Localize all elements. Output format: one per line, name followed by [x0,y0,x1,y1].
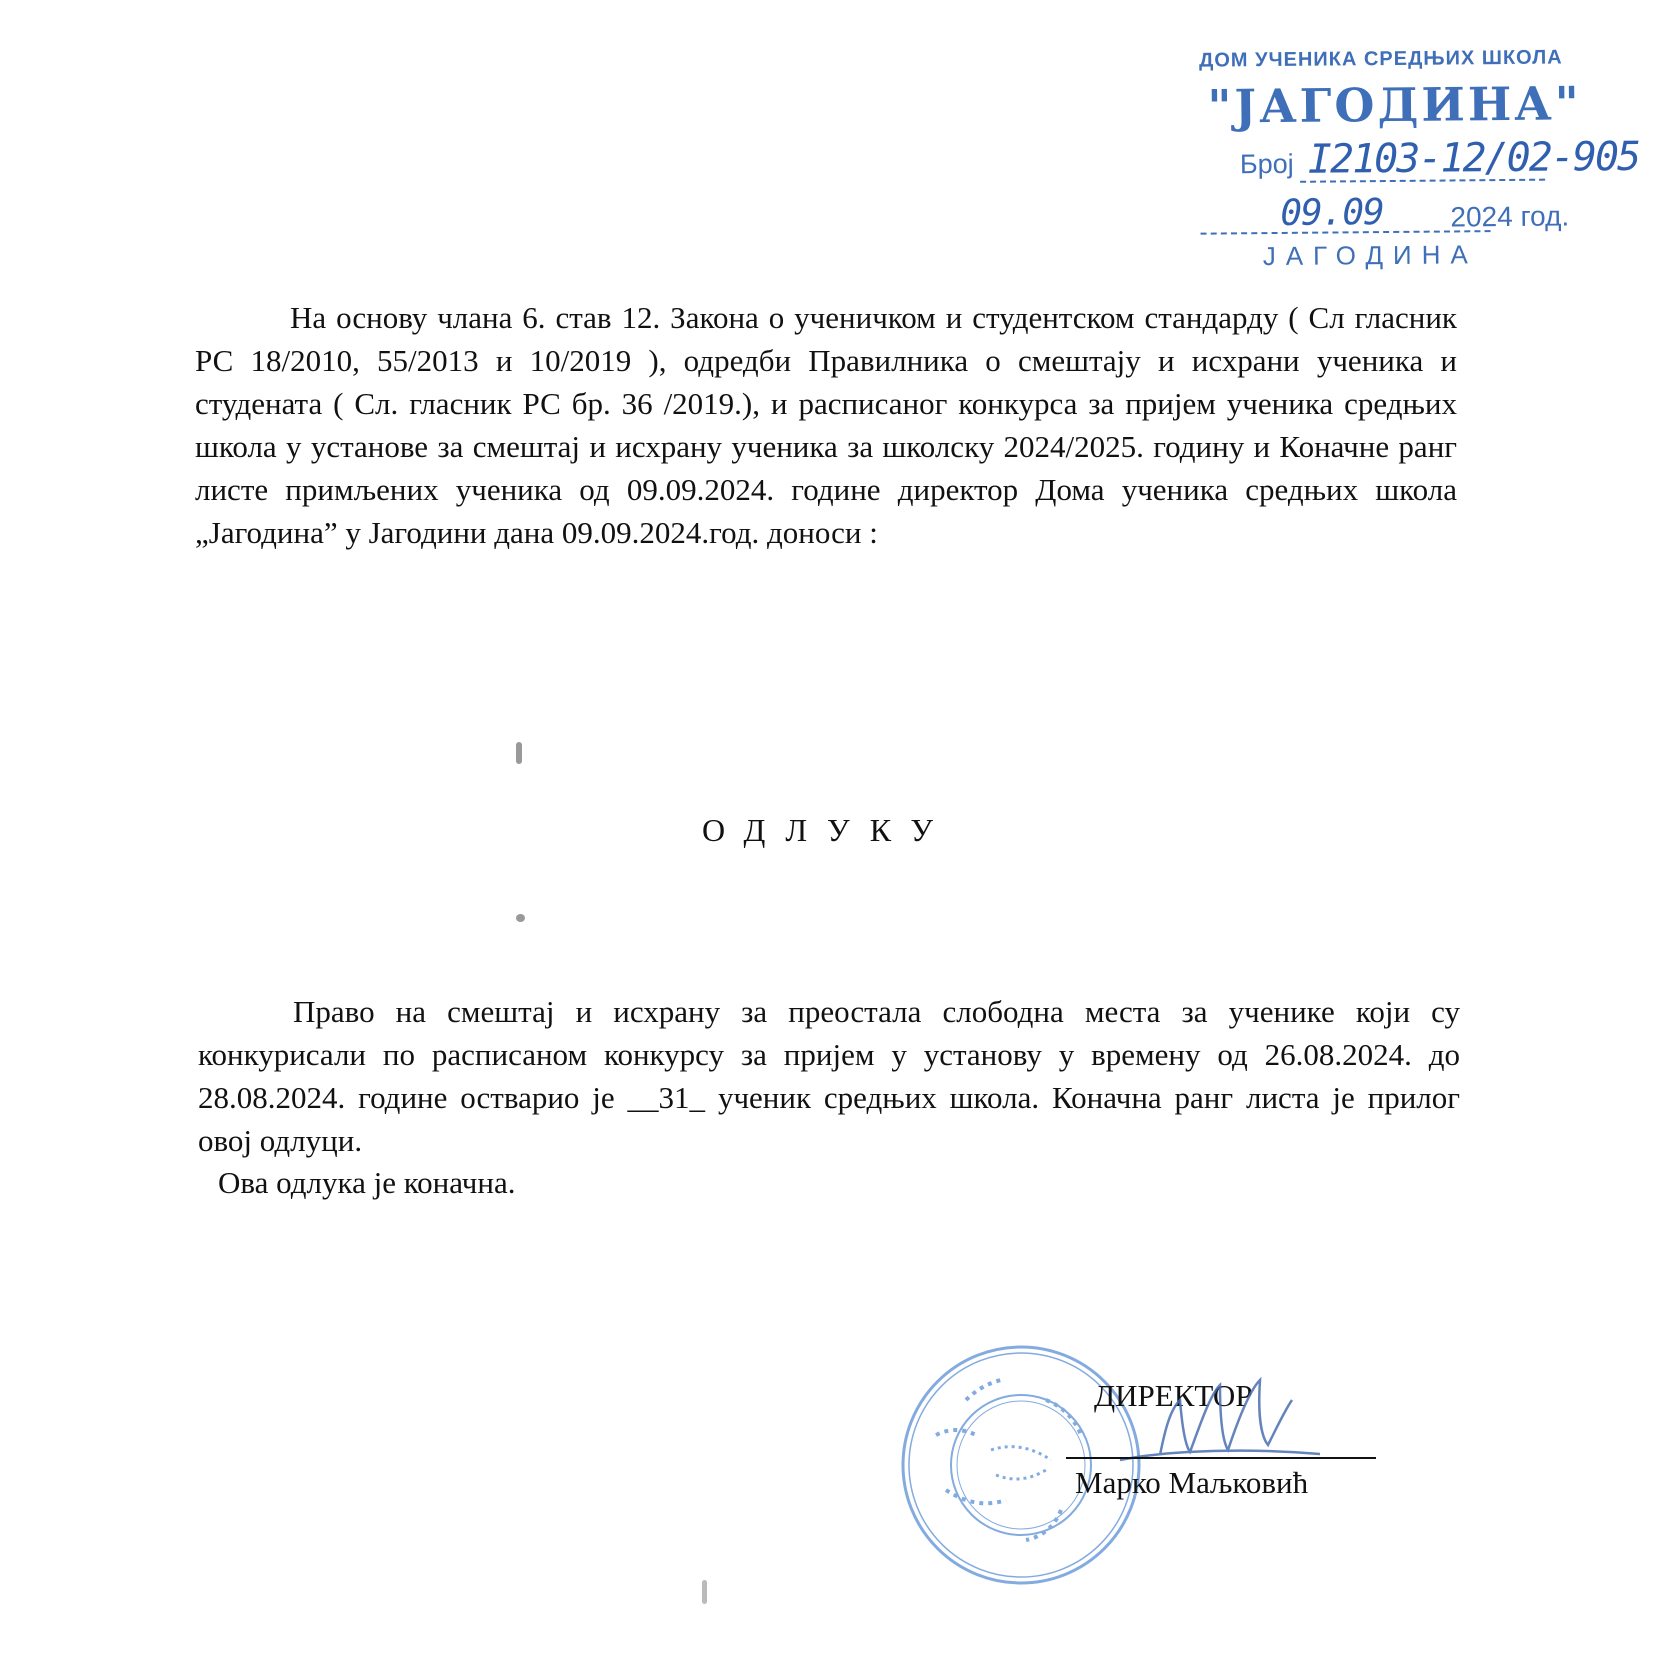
scan-speck [516,742,522,764]
stamp-city: ЈАГОДИНА [1262,239,1478,272]
stamp-institution: ДОМ УЧЕНИКА СРЕДЊИХ ШКОЛА [1198,46,1563,72]
intro-paragraph: На основу члана 6. став 12. Закона о ученичком и студентском стандарду ( Сл гласник РС 18/2010, 55/2013 и 10/2019 ), одредби Правилника о смештају и исхрани ученика и студената ( Сл. гласник РС бр. 36 /2019.), и расписаног конкурса за пријем ученика средњих школа у установе за смештај и исхрану ученика за школску 2024/2025. годину и Коначне ранг листе примљених ученика од 09.09.2024. године директор Дома ученика средњих школа „Јагодина” у Јагодини дана 09.09.2024.год. доноси : [195,300,1457,550]
stamp-date-value: 09.09 [1280,192,1384,234]
final-note: Ова одлука је коначна. [218,1165,516,1200]
scan-speck [516,914,525,922]
stamp-year: 2024 год. [1450,200,1570,233]
director-title: ДИРЕКТОР [1094,1378,1253,1413]
director-name: Марко Маљковић [1075,1465,1309,1500]
scan-speck [702,1580,707,1604]
decision-paragraph: Право на смештај и исхрану за преостала слободна места за ученике који су конкурисали по расписаном конкурсу за пријем у установу у времену од 26.08.2024. до 28.08.2024. године остварио је __31_ ученик средњих школа. Коначна ранг листа је прилог овој одлуци. [198,994,1460,1158]
stamp-broj-value: I2103-12/02-905 [1307,133,1640,183]
document-title: ОДЛУКУ [702,812,954,848]
stamp-broj-label: Број [1239,148,1294,180]
stamp-name: "ЈАГОДИНА" [1207,76,1582,134]
signature-line [1066,1457,1376,1459]
director-signature [1110,1370,1330,1480]
registry-stamp [1179,46,1640,290]
